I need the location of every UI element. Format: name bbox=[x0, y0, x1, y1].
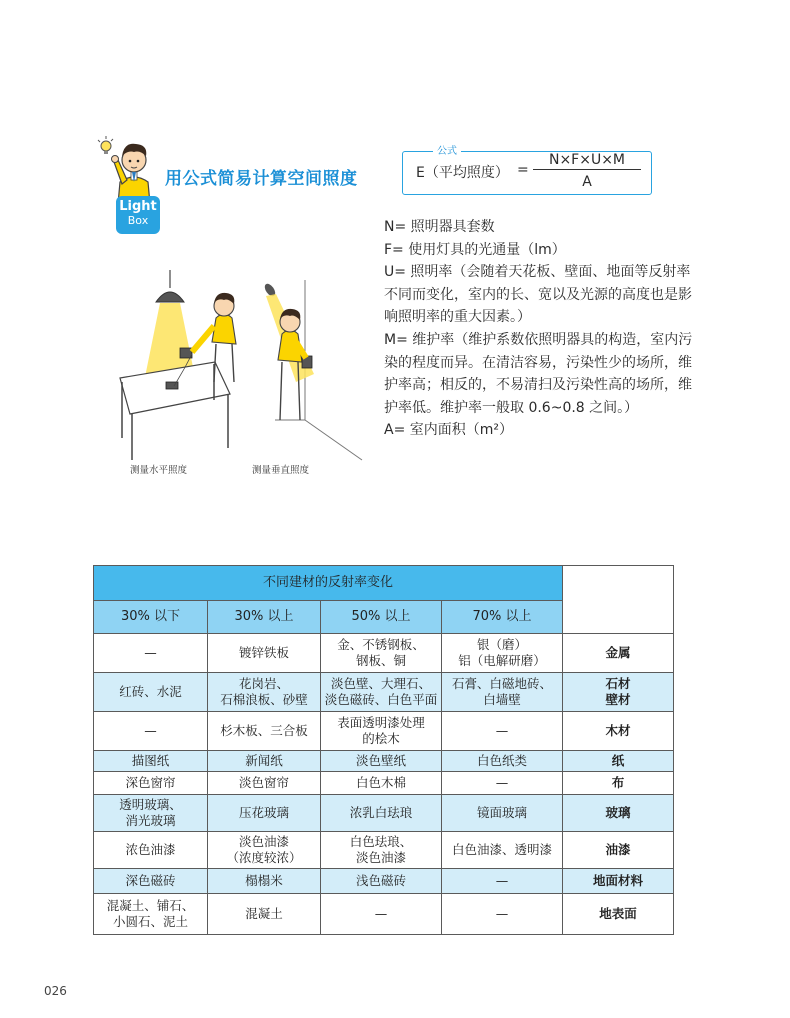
table-cell: 白色木棉 bbox=[321, 772, 442, 795]
definition-u: U= 照明率（会随着天花板、壁面、地面等反射率不同而变化，室内的长、宽以及光源的高度也是影响照明率的重大因素。） bbox=[384, 264, 692, 326]
material-category: 纸 bbox=[563, 751, 674, 772]
material-category: 玻璃 bbox=[563, 795, 674, 832]
table-cell: 深色窗帘 bbox=[94, 772, 208, 795]
material-category: 石材 壁材 bbox=[563, 673, 674, 712]
table-cell: — bbox=[94, 712, 208, 751]
table-cell: 浓乳白珐琅 bbox=[321, 795, 442, 832]
formula-denominator: A bbox=[582, 174, 592, 190]
table-cell: 淡色壁纸 bbox=[321, 751, 442, 772]
column-header: 30% 以下 bbox=[94, 601, 208, 634]
table-cell: — bbox=[442, 772, 563, 795]
table-cell: 白色油漆、透明漆 bbox=[442, 832, 563, 869]
table-cell: — bbox=[442, 712, 563, 751]
material-category: 布 bbox=[563, 772, 674, 795]
formula-numerator: N×F×U×M bbox=[533, 152, 641, 170]
table-cell: — bbox=[442, 869, 563, 894]
definition-m: M= 维护率（维护系数依照明器具的构造，室内污染的程度而异。在清洁容易，污染性少的场所，维护率高；相反的，不易清扫及污染性高的场所，维护率低。维护率一般取 0.6~0.8 之间。） bbox=[384, 331, 693, 416]
reflectance-table-wrapper bbox=[93, 565, 674, 935]
table-cell: 浓色油漆 bbox=[94, 832, 208, 869]
formula-equals: = bbox=[517, 162, 529, 178]
lightbulb-icon bbox=[98, 136, 113, 154]
table-cell: 浅色磁砖 bbox=[321, 869, 442, 894]
table-cell: 杉木板、三合板 bbox=[208, 712, 321, 751]
table-row bbox=[94, 894, 674, 935]
table-cell: 深色磁砖 bbox=[94, 869, 208, 894]
definition-f: F= 使用灯具的光通量（lm） bbox=[384, 241, 566, 258]
material-category: 油漆 bbox=[563, 832, 674, 869]
table-cell: 花岗岩、 石棉浪板、砂壁 bbox=[208, 673, 321, 712]
table-row bbox=[94, 832, 674, 869]
material-category: 木材 bbox=[563, 712, 674, 751]
formula-tag: 公式 bbox=[433, 142, 461, 157]
table-cell: 淡色油漆 （浓度较浓） bbox=[208, 832, 321, 869]
category-header bbox=[563, 566, 674, 634]
table-cell: 混凝土 bbox=[208, 894, 321, 935]
table-cell: 淡色壁、大理石、 淡色磁砖、白色平面 bbox=[321, 673, 442, 712]
definition-a: A= 室内面积（m²） bbox=[384, 422, 514, 439]
material-category: 地表面 bbox=[563, 894, 674, 935]
table-cell: 透明玻璃、 消光玻璃 bbox=[94, 795, 208, 832]
table-row bbox=[94, 751, 674, 772]
variable-definitions bbox=[384, 216, 704, 442]
page-number: 026 bbox=[44, 984, 67, 998]
reflectance-table bbox=[93, 565, 674, 935]
definition-n: N= 照明器具套数 bbox=[384, 219, 495, 235]
table-cell: 表面透明漆处理 的桧木 bbox=[321, 712, 442, 751]
material-category: 地面材料 bbox=[563, 869, 674, 894]
table-cell: 白色纸类 bbox=[442, 751, 563, 772]
table-cell: 镜面玻璃 bbox=[442, 795, 563, 832]
table-body bbox=[94, 634, 674, 935]
table-row bbox=[94, 772, 674, 795]
badge-line1: Light bbox=[119, 199, 157, 214]
table-cell: — bbox=[442, 894, 563, 935]
table-row bbox=[94, 795, 674, 832]
caption-horizontal-illuminance: 测量水平照度 bbox=[130, 465, 188, 476]
table-cell: — bbox=[321, 894, 442, 935]
illuminance-measurement-illustration bbox=[100, 270, 365, 462]
table-cell: 镀锌铁板 bbox=[208, 634, 321, 673]
formula-lhs: E（平均照度） bbox=[416, 165, 509, 181]
table-cell: 金、不锈钢板、 钢板、铜 bbox=[321, 634, 442, 673]
table-cell: — bbox=[94, 634, 208, 673]
table-row bbox=[94, 634, 674, 673]
light-box-badge bbox=[116, 196, 160, 234]
table-title: 不同建材的反射率变化 bbox=[94, 566, 563, 601]
table-cell: 新闻纸 bbox=[208, 751, 321, 772]
table-cell: 淡色窗帘 bbox=[208, 772, 321, 795]
badge-line2: Box bbox=[127, 214, 149, 227]
table-cell: 榻榻米 bbox=[208, 869, 321, 894]
table-cell: 混凝土、铺石、 小圆石、泥土 bbox=[94, 894, 208, 935]
table-cell: 压花玻璃 bbox=[208, 795, 321, 832]
table-row bbox=[94, 673, 674, 712]
table-cell: 银（磨） 铝（电解研磨） bbox=[442, 634, 563, 673]
material-category: 金属 bbox=[563, 634, 674, 673]
table-row bbox=[94, 869, 674, 894]
table-cell: 石膏、白磁地砖、 白墙壁 bbox=[442, 673, 563, 712]
column-header: 50% 以上 bbox=[321, 601, 442, 634]
table-cell: 描图纸 bbox=[94, 751, 208, 772]
column-header: 30% 以上 bbox=[208, 601, 321, 634]
table-cell: 红砖、水泥 bbox=[94, 673, 208, 712]
teacher-character-illustration bbox=[96, 132, 166, 204]
table-row bbox=[94, 712, 674, 751]
section-title: 用公式简易计算空间照度 bbox=[165, 169, 358, 189]
column-header: 70% 以上 bbox=[442, 601, 563, 634]
table-cell: 白色珐琅、 淡色油漆 bbox=[321, 832, 442, 869]
caption-vertical-illuminance: 测量垂直照度 bbox=[252, 465, 310, 476]
